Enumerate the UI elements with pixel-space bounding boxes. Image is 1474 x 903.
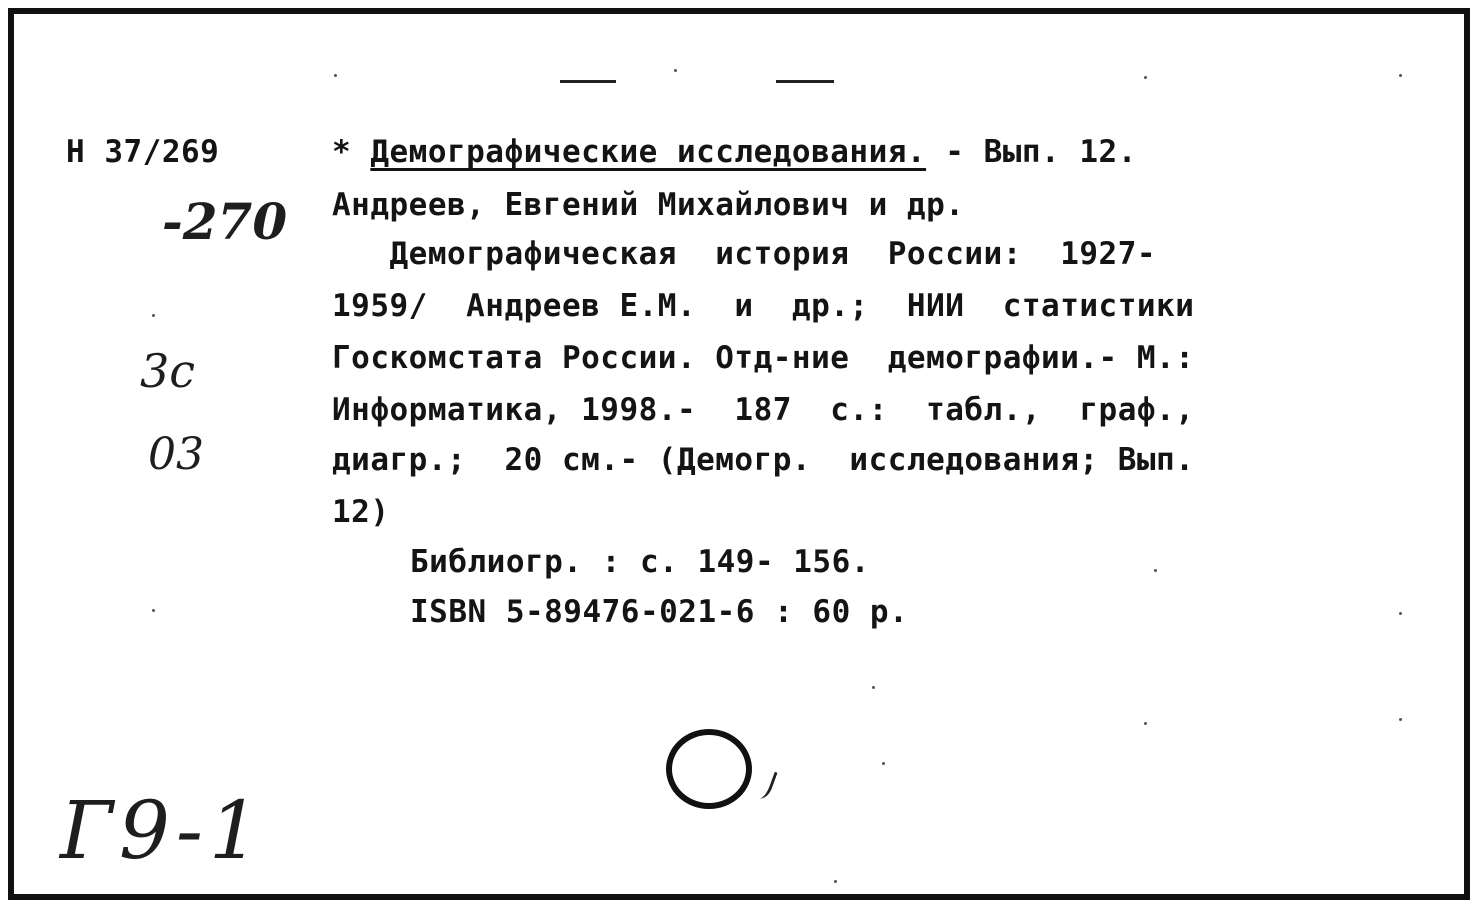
series-issue: - Вып. 12.	[926, 134, 1137, 170]
author-line: Андреев, Евгений Михайлович и др.	[332, 187, 965, 223]
bibliography-note: Библиогр. : с. 149- 156.	[410, 544, 870, 580]
handwritten-range: -270	[162, 192, 288, 251]
speck	[882, 762, 885, 765]
speck	[1154, 569, 1157, 572]
speck	[834, 880, 837, 883]
speck	[1399, 74, 1402, 77]
body-line-4: Информатика, 1998.- 187 с.: табл., граф.,	[332, 392, 1195, 428]
speck	[872, 686, 875, 689]
handwritten-bottom: Г9-1	[60, 784, 266, 877]
series-line	[332, 134, 1137, 170]
body-line-5: диагр.; 20 см.- (Демогр. исследования; Вып.	[332, 442, 1195, 478]
body-line-1: Демографическая история России: 1927-	[332, 236, 1157, 272]
catalog-card	[8, 8, 1470, 900]
speck	[1144, 722, 1147, 725]
speck	[1144, 76, 1147, 79]
handwritten-code-2: 03	[148, 429, 204, 480]
handwritten-code-1: 3с	[140, 344, 196, 398]
speck	[674, 69, 677, 72]
speck	[1399, 718, 1402, 721]
body-line-6: 12)	[332, 494, 390, 530]
top-dash-right	[776, 80, 834, 83]
isbn-line: ISBN 5-89476-021-6 : 60 р.	[410, 594, 909, 630]
series-prefix: *	[332, 134, 371, 170]
shelf-mark: Н 37/269	[66, 134, 220, 170]
body-line-3: Госкомстата России. Отд-ние демографии.- М.:	[332, 340, 1195, 376]
series-title: Демографические исследования.	[370, 134, 927, 170]
speck	[152, 609, 155, 612]
speck	[152, 314, 155, 317]
speck	[334, 74, 337, 77]
speck	[1399, 612, 1402, 615]
top-dash-left	[560, 80, 616, 83]
body-line-2: 1959/ Андреев Е.М. и др.; НИИ статистики	[332, 288, 1195, 324]
punch-hole-mark	[751, 767, 777, 801]
punch-hole	[666, 729, 752, 809]
